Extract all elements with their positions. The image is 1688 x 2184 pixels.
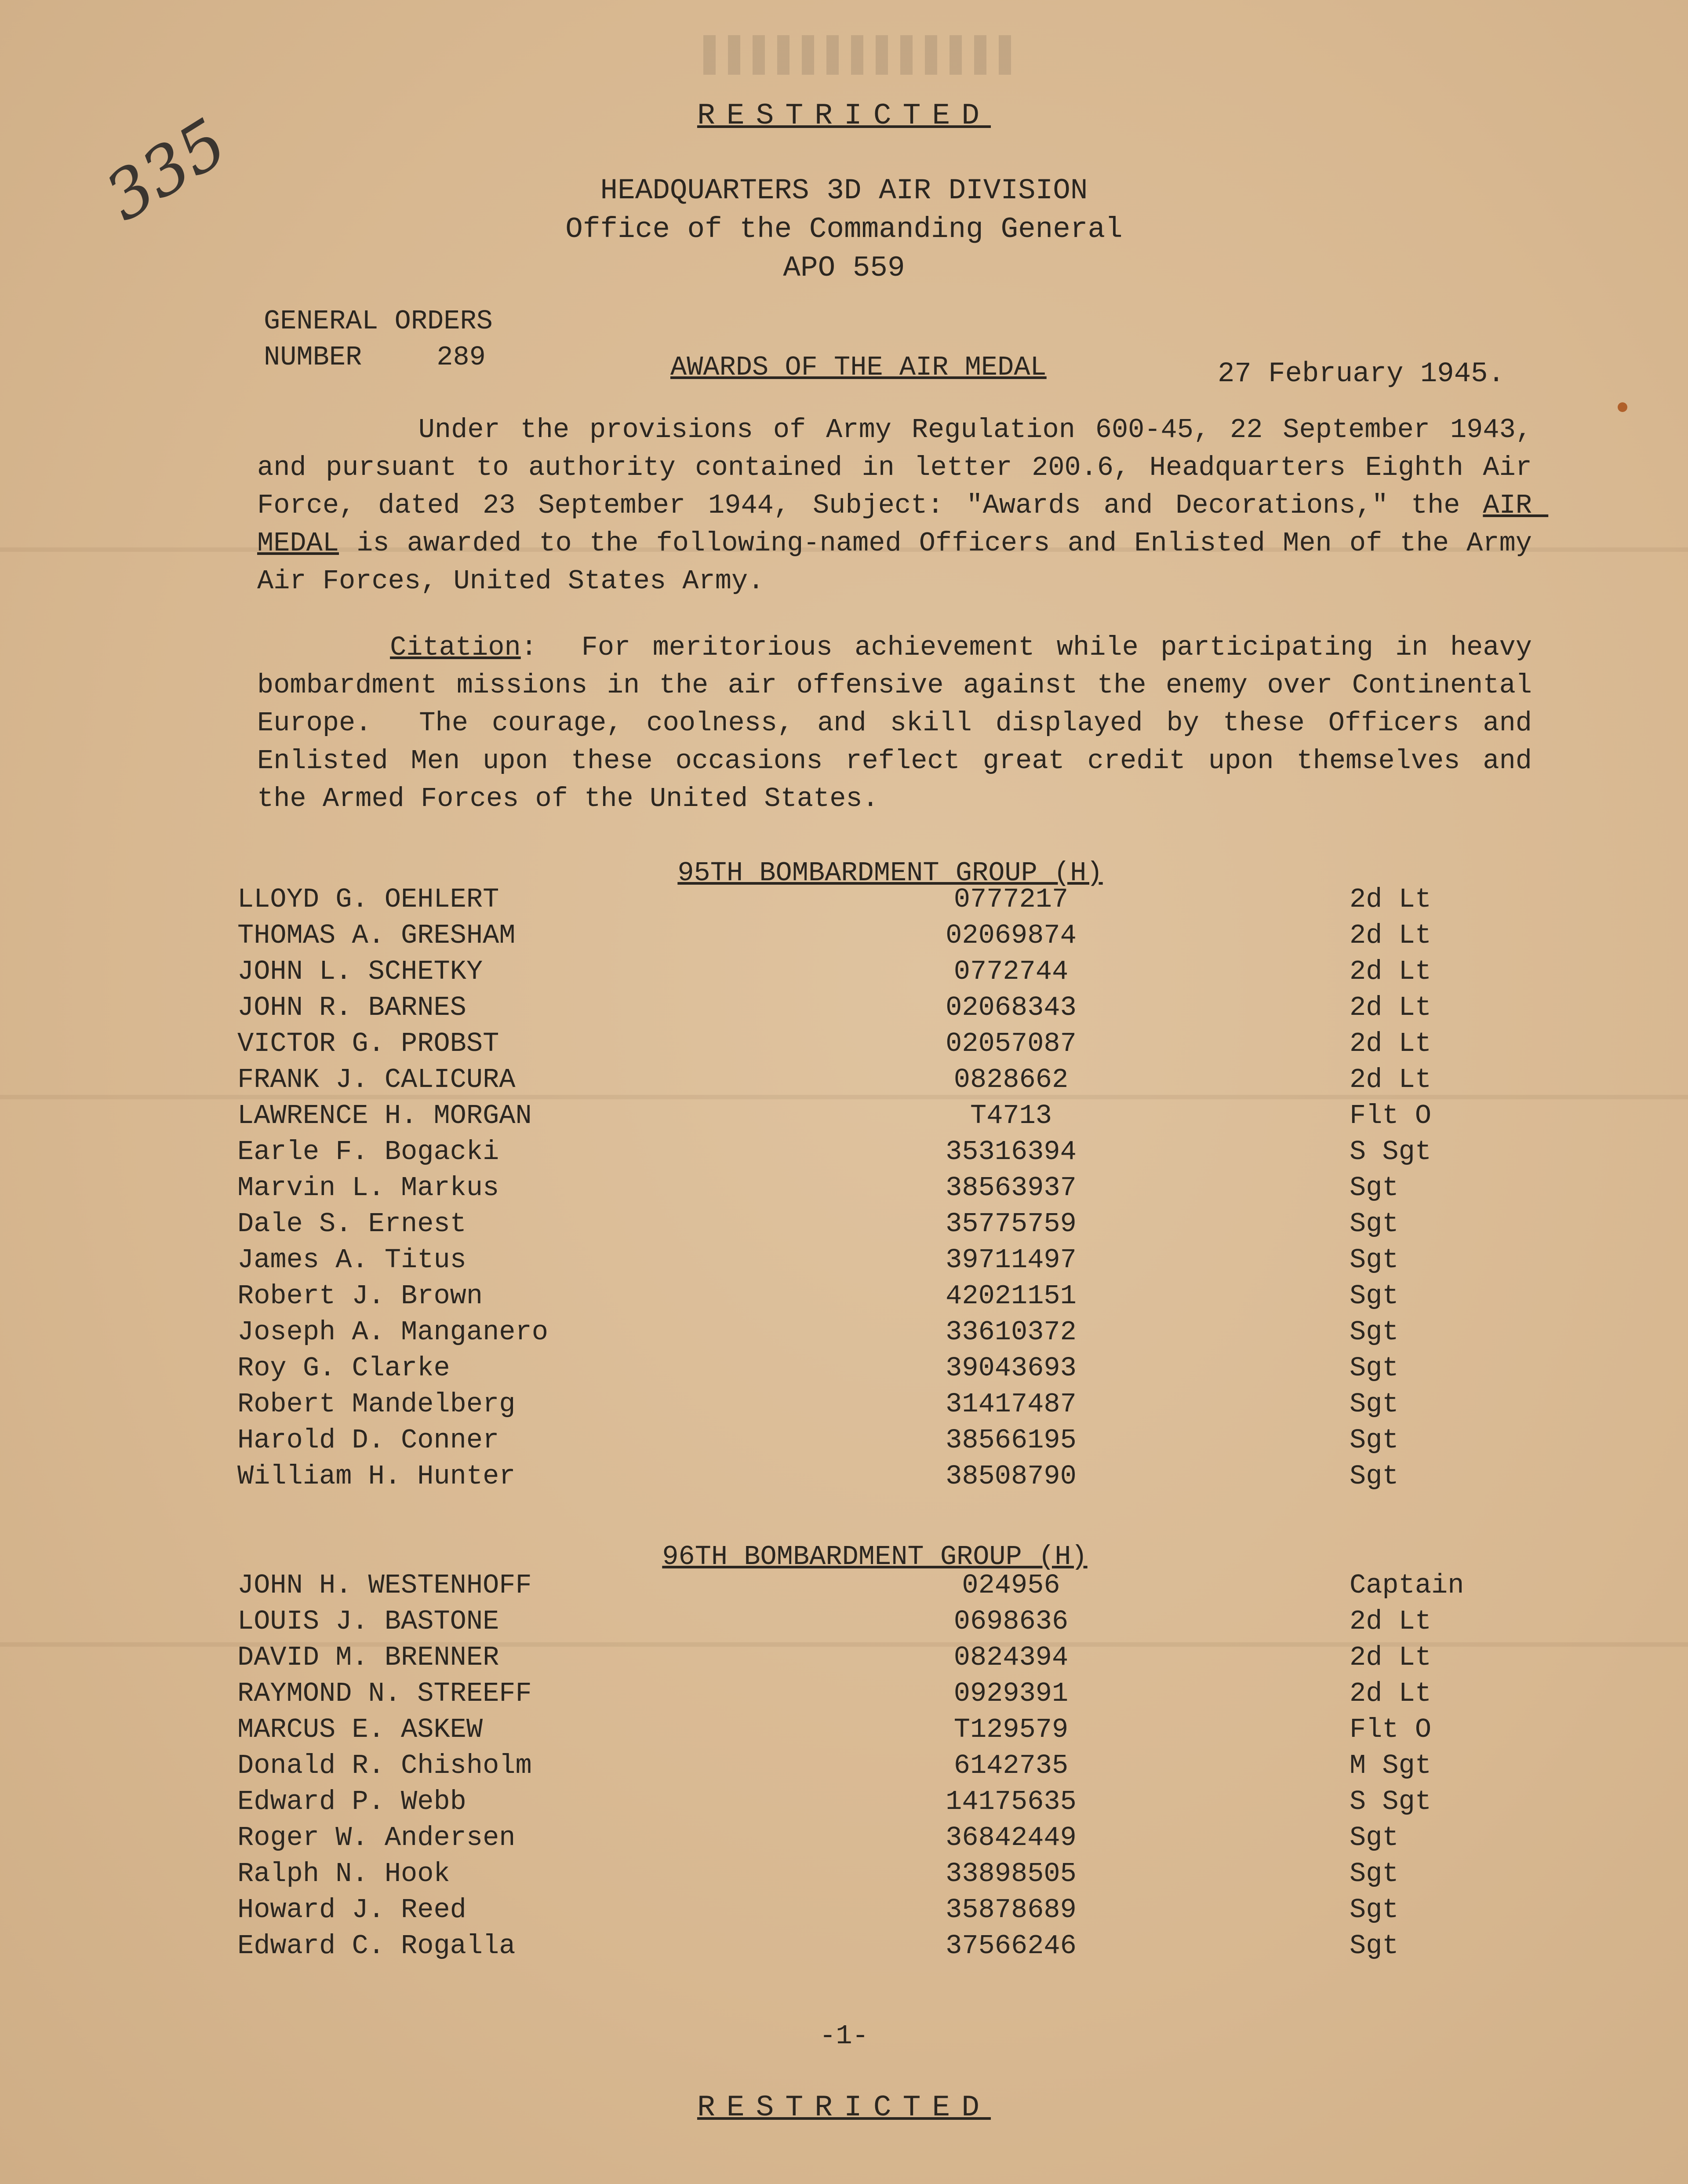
recipient-name: THOMAS A. GRESHAM bbox=[237, 920, 516, 951]
serial-number: 0929391 bbox=[953, 1678, 1069, 1709]
roster-row bbox=[237, 990, 1512, 1026]
rank: Sgt bbox=[1350, 1172, 1399, 1203]
rank: 2d Lt bbox=[1350, 992, 1432, 1023]
number-label: NUMBER bbox=[264, 342, 362, 373]
serial-number: 0828662 bbox=[953, 1064, 1069, 1095]
order-number: 289 bbox=[437, 342, 486, 373]
rank: Captain bbox=[1350, 1570, 1464, 1601]
recipient-name: James A. Titus bbox=[237, 1244, 466, 1276]
letterhead-line-2: Office of the Commanding General bbox=[565, 213, 1123, 246]
recipient-name: Roy G. Clarke bbox=[237, 1353, 450, 1384]
citation-paragraph bbox=[257, 629, 1549, 818]
rank: 2d Lt bbox=[1350, 884, 1432, 915]
roster-row bbox=[237, 1134, 1512, 1170]
serial-number: 6142735 bbox=[953, 1750, 1069, 1781]
recipient-name: JOHN L. SCHETKY bbox=[237, 956, 483, 987]
order-date: 27 February 1945. bbox=[1218, 358, 1505, 390]
roster-row bbox=[237, 1026, 1512, 1062]
intro-text-2: is awarded to the following-named Officers and Enlisted Men of the Army Air Forces, United States Army. bbox=[257, 528, 1549, 597]
letterhead bbox=[0, 171, 1688, 288]
recipient-name: JOHN H. WESTENHOFF bbox=[237, 1570, 532, 1601]
order-title: AWARDS OF THE AIR MEDAL bbox=[670, 352, 1047, 383]
serial-number: T4713 bbox=[970, 1100, 1052, 1131]
rank: Sgt bbox=[1350, 1280, 1399, 1312]
citation-indent bbox=[257, 632, 390, 663]
serial-number: 38566195 bbox=[946, 1425, 1077, 1456]
intro-text-1: Under the provisions of Army Regulation 600-45, 22 September 1943, and pursuant to authority contained in letter 200.6, Headquarters Eighth Air Force, dated 23 September 1944, Subject: "Awards and Decorations," the bbox=[257, 414, 1549, 521]
roster-row bbox=[237, 1170, 1512, 1206]
serial-number: 024956 bbox=[962, 1570, 1060, 1601]
rank: Sgt bbox=[1350, 1822, 1399, 1853]
citation-label: Citation bbox=[390, 632, 521, 663]
rank: 2d Lt bbox=[1350, 1678, 1432, 1709]
roster-row bbox=[237, 1784, 1512, 1820]
group-96-title: 96TH BOMBARDMENT GROUP (H) bbox=[662, 1541, 1088, 1572]
air-medal-emphasis: AIR MEDAL bbox=[257, 490, 1549, 559]
recipient-name: Roger W. Andersen bbox=[237, 1822, 516, 1853]
recipient-name: Robert Mandelberg bbox=[237, 1389, 516, 1420]
serial-number: 02068343 bbox=[946, 992, 1077, 1023]
rank: Sgt bbox=[1350, 1353, 1399, 1384]
recipient-name: FRANK J. CALICURA bbox=[237, 1064, 516, 1095]
recipient-name: RAYMOND N. STREEFF bbox=[237, 1678, 532, 1709]
restricted-header: RESTRICTED bbox=[697, 99, 991, 133]
rank: 2d Lt bbox=[1350, 1064, 1432, 1095]
roster-row bbox=[237, 1820, 1512, 1856]
serial-number: 42021151 bbox=[946, 1280, 1077, 1312]
roster-row bbox=[237, 1350, 1512, 1386]
recipient-name: Earle F. Bogacki bbox=[237, 1136, 499, 1167]
rank: Flt O bbox=[1350, 1100, 1432, 1131]
roster-row bbox=[237, 1676, 1512, 1712]
roster-row bbox=[237, 954, 1512, 990]
serial-number: T129579 bbox=[953, 1714, 1069, 1745]
roster-row bbox=[237, 1242, 1512, 1278]
rank: Sgt bbox=[1350, 1389, 1399, 1420]
serial-number: 33898505 bbox=[946, 1858, 1077, 1889]
roster-row bbox=[237, 1062, 1512, 1098]
roster-row bbox=[237, 1278, 1512, 1314]
rank: 2d Lt bbox=[1350, 920, 1432, 951]
roster-row bbox=[237, 1568, 1512, 1604]
rank: Sgt bbox=[1350, 1930, 1399, 1962]
intro-paragraph bbox=[257, 411, 1549, 600]
group-96-roster bbox=[237, 1568, 1512, 1964]
rank: S Sgt bbox=[1350, 1786, 1432, 1817]
serial-number: 31417487 bbox=[946, 1389, 1077, 1420]
serial-number: 0777217 bbox=[953, 884, 1069, 915]
rust-stain bbox=[1618, 402, 1627, 412]
recipient-name: Harold D. Conner bbox=[237, 1425, 499, 1456]
handwritten-mark: 335 bbox=[92, 104, 240, 236]
recipient-name: Dale S. Ernest bbox=[237, 1208, 466, 1240]
recipient-name: Robert J. Brown bbox=[237, 1280, 483, 1312]
serial-number: 39711497 bbox=[946, 1244, 1077, 1276]
roster-row bbox=[237, 1206, 1512, 1242]
roster-row bbox=[237, 1712, 1512, 1748]
roster-row bbox=[237, 1892, 1512, 1928]
recipient-name: LAWRENCE H. MORGAN bbox=[237, 1100, 532, 1131]
serial-number: 0698636 bbox=[953, 1606, 1069, 1637]
rank: 2d Lt bbox=[1350, 1642, 1432, 1673]
recipient-name: LLOYD G. OEHLERT bbox=[237, 884, 499, 915]
roster-row bbox=[237, 1422, 1512, 1458]
rank: 2d Lt bbox=[1350, 1606, 1432, 1637]
roster-row bbox=[237, 1386, 1512, 1422]
rank: 2d Lt bbox=[1350, 956, 1432, 987]
serial-number: 14175635 bbox=[946, 1786, 1077, 1817]
recipient-name: Donald R. Chisholm bbox=[237, 1750, 532, 1781]
serial-number: 02057087 bbox=[946, 1028, 1077, 1059]
recipient-name: William H. Hunter bbox=[237, 1461, 516, 1492]
rank: Sgt bbox=[1350, 1894, 1399, 1925]
recipient-name: VICTOR G. PROBST bbox=[237, 1028, 499, 1059]
rank: Sgt bbox=[1350, 1244, 1399, 1276]
recipient-name: Edward C. Rogalla bbox=[237, 1930, 516, 1962]
roster-row bbox=[237, 918, 1512, 954]
citation-text: : For meritorious achievement while participating in heavy bombardment missions in the air offensive against the enemy over Continental Europe. The courage, coolness, and skill displayed by these Officers and Enlisted Men upon these occasions reflect great credit upon themselves and the Armed Forces of the United States. bbox=[257, 632, 1549, 814]
roster-row bbox=[237, 1604, 1512, 1640]
rank: Sgt bbox=[1350, 1208, 1399, 1240]
general-orders-label: GENERAL ORDERS bbox=[264, 306, 493, 337]
roster-row bbox=[237, 1314, 1512, 1350]
serial-number: 33610372 bbox=[946, 1316, 1077, 1348]
serial-number: 02069874 bbox=[946, 920, 1077, 951]
recipient-name: Joseph A. Manganero bbox=[237, 1316, 548, 1348]
general-orders-block bbox=[264, 303, 493, 376]
general-orders-number-line bbox=[264, 339, 493, 376]
recipient-name: JOHN R. BARNES bbox=[237, 992, 466, 1023]
serial-number: 39043693 bbox=[946, 1353, 1077, 1384]
serial-number: 0772744 bbox=[953, 956, 1069, 987]
serial-number: 35316394 bbox=[946, 1136, 1077, 1167]
group-95-title: 95TH BOMBARDMENT GROUP (H) bbox=[677, 857, 1103, 889]
rank: S Sgt bbox=[1350, 1136, 1432, 1167]
rank: M Sgt bbox=[1350, 1750, 1432, 1781]
restricted-footer: RESTRICTED bbox=[697, 2091, 991, 2125]
recipient-name: DAVID M. BRENNER bbox=[237, 1642, 499, 1673]
letterhead-line-1: HEADQUARTERS 3D AIR DIVISION bbox=[600, 174, 1088, 207]
roster-row bbox=[237, 1856, 1512, 1892]
rank: Sgt bbox=[1350, 1858, 1399, 1889]
rank: Sgt bbox=[1350, 1461, 1399, 1492]
recipient-name: Marvin L. Markus bbox=[237, 1172, 499, 1203]
recipient-name: Ralph N. Hook bbox=[237, 1858, 450, 1889]
serial-number: 36842449 bbox=[946, 1822, 1077, 1853]
roster-row bbox=[237, 1098, 1512, 1134]
roster-row bbox=[237, 1458, 1512, 1495]
rank: Sgt bbox=[1350, 1316, 1399, 1348]
serial-number: 35878689 bbox=[946, 1894, 1077, 1925]
recipient-name: MARCUS E. ASKEW bbox=[237, 1714, 483, 1745]
serial-number: 38563937 bbox=[946, 1172, 1077, 1203]
serial-number: 35775759 bbox=[946, 1208, 1077, 1240]
serial-number: 37566246 bbox=[946, 1930, 1077, 1962]
serial-number: 0824394 bbox=[953, 1642, 1069, 1673]
roster-row bbox=[237, 1748, 1512, 1784]
letterhead-line-3: APO 559 bbox=[783, 252, 905, 284]
roster-row bbox=[237, 1640, 1512, 1676]
roster-row bbox=[237, 1928, 1512, 1964]
rank: Flt O bbox=[1350, 1714, 1432, 1745]
page-number: -1- bbox=[819, 2020, 869, 2052]
overstrike-smudge bbox=[703, 35, 1011, 75]
recipient-name: LOUIS J. BASTONE bbox=[237, 1606, 499, 1637]
group-95-roster bbox=[237, 882, 1512, 1495]
rank: Sgt bbox=[1350, 1425, 1399, 1456]
roster-row bbox=[237, 882, 1512, 918]
rank: 2d Lt bbox=[1350, 1028, 1432, 1059]
recipient-name: Howard J. Reed bbox=[237, 1894, 466, 1925]
recipient-name: Edward P. Webb bbox=[237, 1786, 466, 1817]
serial-number: 38508790 bbox=[946, 1461, 1077, 1492]
